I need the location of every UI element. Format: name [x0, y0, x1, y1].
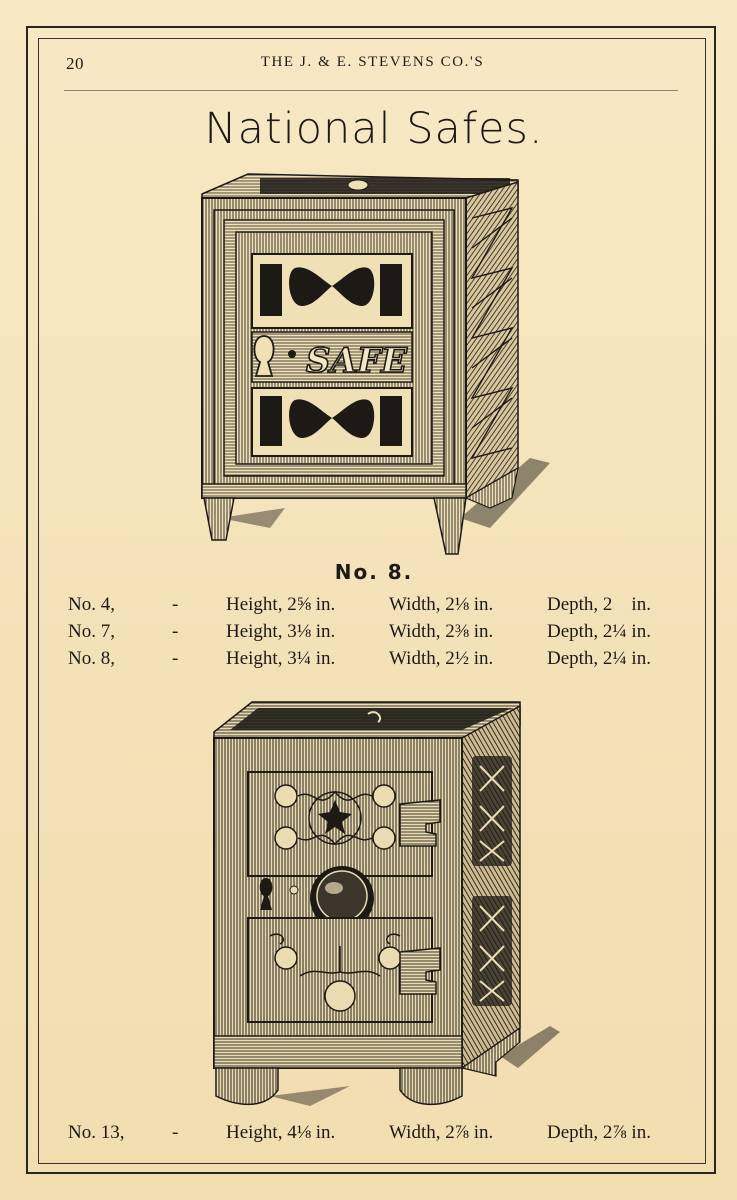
- spec-dash: -: [172, 1122, 179, 1143]
- spec-row-no7: [0, 621, 737, 645]
- spec-depth: Depth, 2 in.: [547, 594, 651, 615]
- spec-width: Width, 2⅜ in.: [389, 621, 494, 642]
- spec-height: Height, 3⅛ in.: [226, 621, 336, 642]
- spec-model: No. 7,: [68, 621, 115, 642]
- spec-model: No. 8,: [68, 648, 115, 669]
- spec-depth: Depth, 2¼ in.: [547, 621, 651, 642]
- spec-width: Width, 2⅞ in.: [389, 1122, 494, 1143]
- spec-row-no4: [0, 594, 737, 618]
- safe-no13-illustration: [200, 696, 570, 1112]
- spec-height: Height, 4⅛ in.: [226, 1122, 336, 1143]
- page-title: National Safes.: [204, 104, 544, 154]
- spec-row-no8: [0, 648, 737, 672]
- spec-model: No. 4,: [68, 594, 115, 615]
- spec-model: No. 13,: [68, 1122, 125, 1143]
- spec-depth: Depth, 2¼ in.: [547, 648, 651, 669]
- spec-dash: -: [172, 648, 179, 669]
- safe-door-lettering: SAFE: [306, 341, 407, 381]
- page-number: 20: [66, 54, 84, 73]
- spec-width: Width, 2½ in.: [389, 648, 494, 669]
- spec-height: Height, 3¼ in.: [226, 648, 336, 669]
- spec-dash: -: [172, 594, 179, 615]
- running-head: THE J. & E. STEVENS CO.'S: [260, 54, 485, 70]
- spec-height: Height, 2⅝ in.: [226, 594, 336, 615]
- header-rule: [64, 90, 678, 91]
- spec-dash: -: [172, 621, 179, 642]
- spec-depth: Depth, 2⅞ in.: [547, 1122, 651, 1143]
- spec-row-no13: [0, 1122, 737, 1146]
- figure-caption: No. 8.: [334, 560, 414, 584]
- safe-no8-illustration: [190, 168, 560, 560]
- spec-width: Width, 2⅛ in.: [389, 594, 494, 615]
